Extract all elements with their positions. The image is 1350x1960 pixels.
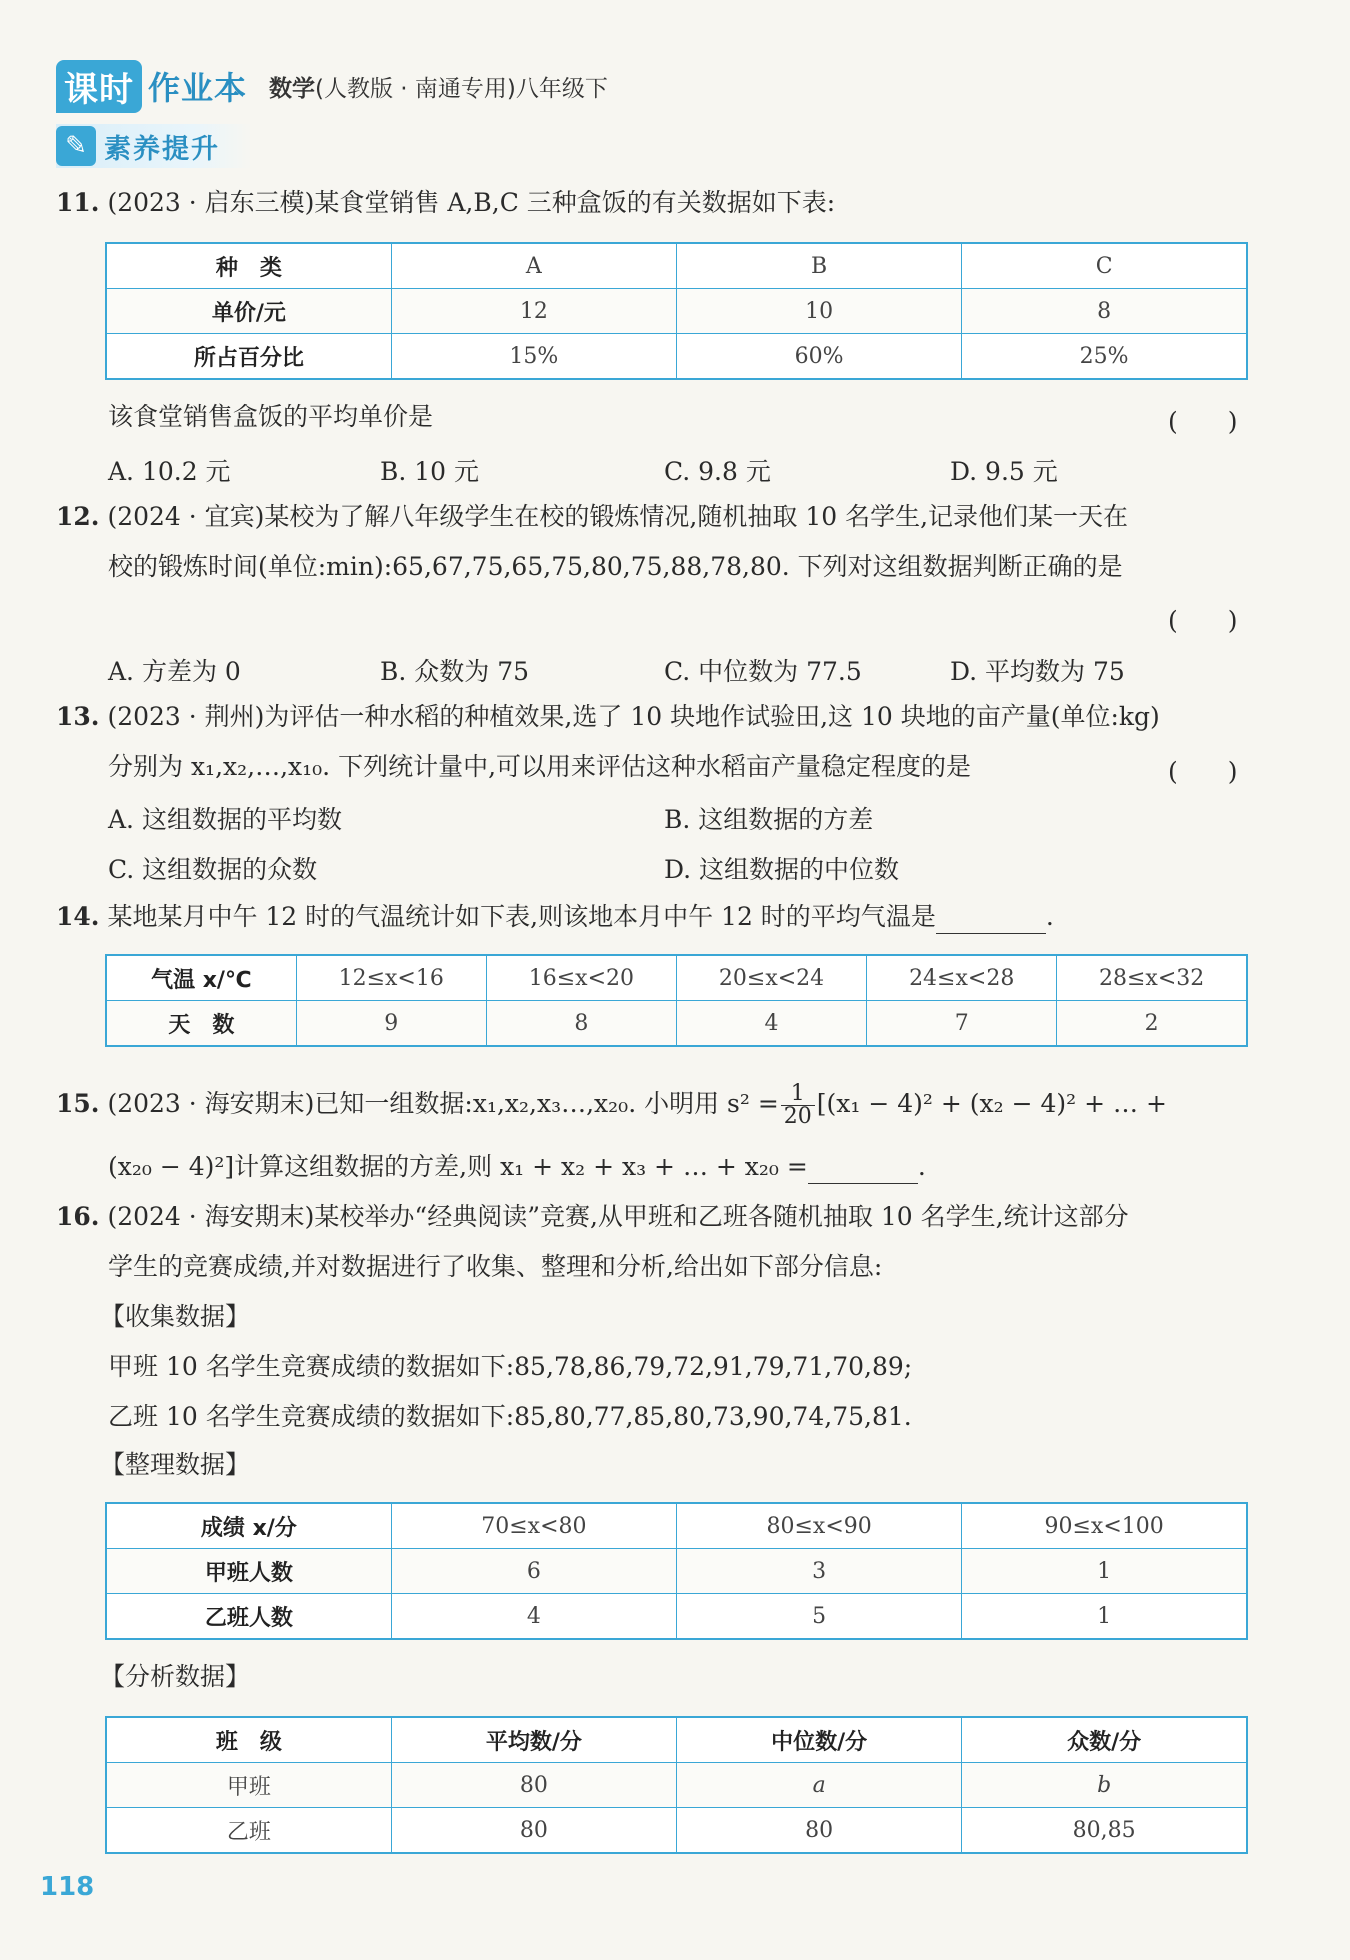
table-cell: 12≤x<16: [296, 955, 486, 1001]
q11-stem: [56, 186, 835, 220]
q11-answer-paren: ( ): [1168, 407, 1238, 436]
q11-number: 11.: [56, 188, 100, 217]
page-header: [56, 62, 608, 110]
q14-table: [105, 954, 1248, 1047]
q15-text-1b: [(x₁ − 4)² + (x₂ − 4)² + … +: [816, 1089, 1167, 1118]
q16-organize-table: [105, 1502, 1248, 1640]
q13-answer-paren: ( ): [1168, 757, 1238, 786]
table-cell: 60%: [677, 334, 962, 380]
table-cell: 28≤x<32: [1057, 955, 1247, 1001]
table-cell: 10: [677, 289, 962, 334]
table-cell: 乙班人数: [106, 1594, 391, 1640]
table-cell: 90≤x<100: [962, 1503, 1247, 1549]
q13-option-a: A. 这组数据的平均数: [108, 805, 342, 834]
q12-option-a: A. 方差为 0: [108, 657, 241, 686]
table-cell: 甲班人数: [106, 1549, 391, 1594]
organize-data-title: 【整理数据】: [100, 1450, 251, 1479]
collect-data-class-a: 甲班 10 名学生竞赛成绩的数据如下:85,78,86,79,72,91,79,71,70,89;: [108, 1352, 913, 1381]
table-cell: 9: [296, 1001, 486, 1047]
table-cell: 众数/分: [962, 1717, 1247, 1763]
table-row: [106, 289, 1247, 334]
q13-text-1: (2023 · 荆州)为评估一种水稻的种植效果,选了 10 块地作试验田,这 10 块地的亩产量(单位:kg): [107, 702, 1160, 731]
table-cell: 7: [867, 1001, 1057, 1047]
analyze-data-title: 【分析数据】: [100, 1662, 251, 1691]
page-number: 118: [40, 1872, 95, 1902]
table-cell: 20≤x<24: [676, 955, 866, 1001]
q11-text: (2023 · 启东三模)某食堂销售 A,B,C 三种盒饭的有关数据如下表:: [107, 188, 836, 217]
q14-end: .: [1045, 902, 1054, 931]
q14-text: 某地某月中午 12 时的气温统计如下表,则该地本月中午 12 时的平均气温是: [107, 902, 936, 931]
table-row: [106, 1594, 1247, 1640]
q11-option-a: A. 10.2 元: [108, 457, 231, 486]
q15-line2: [108, 1150, 926, 1184]
table-cell: 成绩 x/分: [106, 1503, 391, 1549]
table-row: [106, 1717, 1247, 1763]
brand-logo-b: 作业本: [148, 69, 248, 107]
table-cell: 平均数/分: [391, 1717, 676, 1763]
table-cell: 班 级: [106, 1717, 391, 1763]
table-cell: 所占百分比: [106, 334, 391, 380]
q16-line2: 学生的竞赛成绩,并对数据进行了收集、整理和分析,给出如下部分信息:: [108, 1252, 883, 1281]
table-row: [106, 243, 1247, 289]
q12-line2: 校的锻炼时间(单位:min):65,67,75,65,75,80,75,88,78,80. 下列对这组数据判断正确的是: [108, 552, 1123, 581]
table-cell: 15%: [391, 334, 676, 380]
table-cell: 乙班: [106, 1808, 391, 1854]
table-cell: 5: [677, 1594, 962, 1640]
table-row: [106, 955, 1247, 1001]
table-cell: 2: [1057, 1001, 1247, 1047]
brand-logo-a: 课时: [56, 60, 142, 113]
q15-text-2: (x₂₀ − 4)²]计算这组数据的方差,则 x₁ + x₂ + x₃ + … + x₂₀ =: [108, 1152, 808, 1181]
table-cell: 12: [391, 289, 676, 334]
q15-end: .: [917, 1152, 926, 1181]
table-cell: a: [677, 1763, 962, 1808]
q16-line1: [56, 1200, 1129, 1234]
table-row: [106, 1763, 1247, 1808]
q11-question: 该食堂销售盒饭的平均单价是: [108, 402, 434, 431]
table-cell: 25%: [962, 334, 1247, 380]
table-cell: 甲班: [106, 1763, 391, 1808]
table-cell: 中位数/分: [677, 1717, 962, 1763]
book-subtitle: [269, 70, 608, 103]
edition-label: (人教版 · 南通专用)八年级下: [315, 75, 608, 102]
q11-option-c: C. 9.8 元: [664, 457, 771, 486]
fraction-numerator: 1: [781, 1083, 815, 1106]
table-cell: 天 数: [106, 1001, 296, 1047]
table-cell: 80: [677, 1808, 962, 1854]
table-cell: 气温 x/℃: [106, 955, 296, 1001]
q13-option-d: D. 这组数据的中位数: [664, 855, 900, 884]
q14-answer-blank[interactable]: [936, 905, 1046, 934]
q16-text-1: (2024 · 海安期末)某校举办“经典阅读”竞赛,从甲班和乙班各随机抽取 10 名学生,统计这部分: [107, 1202, 1129, 1231]
q14-stem: [56, 900, 1054, 934]
table-cell: 24≤x<28: [867, 955, 1057, 1001]
table-cell: 种 类: [106, 243, 391, 289]
table-cell: B: [677, 243, 962, 289]
table-cell: 1: [962, 1549, 1247, 1594]
table-cell: 80≤x<90: [677, 1503, 962, 1549]
q13-option-b: B. 这组数据的方差: [664, 805, 874, 834]
q14-number: 14.: [56, 902, 100, 931]
table-row: [106, 1001, 1247, 1047]
table-cell: A: [391, 243, 676, 289]
table-row: [106, 1549, 1247, 1594]
q12-option-d: D. 平均数为 75: [950, 657, 1125, 686]
q11-option-d: D. 9.5 元: [950, 457, 1058, 486]
q13-option-c: C. 这组数据的众数: [108, 855, 318, 884]
q16-analyze-table: [105, 1716, 1248, 1854]
section-label: 素养提升: [104, 133, 220, 165]
q13-line1: [56, 700, 1160, 734]
q12-text-1: (2024 · 宜宾)某校为了解八年级学生在校的锻炼情况,随机抽取 10 名学生,记录他们某一天在: [107, 502, 1129, 531]
table-cell: b: [962, 1763, 1247, 1808]
q11-option-b: B. 10 元: [380, 457, 480, 486]
table-row: [106, 1808, 1247, 1854]
table-cell: 4: [676, 1001, 866, 1047]
q16-number: 16.: [56, 1202, 100, 1231]
table-cell: 3: [677, 1549, 962, 1594]
table-cell: 80,85: [962, 1808, 1247, 1854]
table-cell: 4: [391, 1594, 676, 1640]
q15-answer-blank[interactable]: [808, 1155, 918, 1184]
q13-line2: 分别为 x₁,x₂,…,x₁₀. 下列统计量中,可以用来评估这种水稻亩产量稳定程度的是: [108, 752, 972, 781]
check-pencil-icon: ✎: [56, 126, 96, 166]
q15-text-1a: (2023 · 海安期末)已知一组数据:x₁,x₂,x₃…,x₂₀. 小明用 s² =: [107, 1089, 779, 1118]
table-row: [106, 334, 1247, 380]
q12-number: 12.: [56, 502, 100, 531]
section-heading: [56, 124, 252, 168]
table-cell: 8: [486, 1001, 676, 1047]
q11-table: [105, 242, 1248, 380]
q12-answer-paren: ( ): [1168, 606, 1238, 635]
q13-number: 13.: [56, 702, 100, 731]
table-row: [106, 1503, 1247, 1549]
q15-line1: [56, 1083, 1167, 1128]
table-cell: 6: [391, 1549, 676, 1594]
table-cell: 70≤x<80: [391, 1503, 676, 1549]
table-cell: 80: [391, 1808, 676, 1854]
table-cell: 8: [962, 289, 1247, 334]
collect-data-class-b: 乙班 10 名学生竞赛成绩的数据如下:85,80,77,85,80,73,90,74,75,81.: [108, 1402, 912, 1431]
table-cell: 单价/元: [106, 289, 391, 334]
q12-line1: [56, 500, 1128, 534]
q12-option-b: B. 众数为 75: [380, 657, 530, 686]
table-cell: 80: [391, 1763, 676, 1808]
table-cell: C: [962, 243, 1247, 289]
collect-data-title: 【收集数据】: [100, 1302, 251, 1331]
q15-fraction: [781, 1083, 815, 1128]
q12-option-c: C. 中位数为 77.5: [664, 657, 862, 686]
q15-number: 15.: [56, 1089, 100, 1118]
fraction-denominator: 20: [783, 1104, 812, 1129]
subject-label: 数学: [269, 75, 316, 102]
table-cell: 16≤x<20: [486, 955, 676, 1001]
table-cell: 1: [962, 1594, 1247, 1640]
